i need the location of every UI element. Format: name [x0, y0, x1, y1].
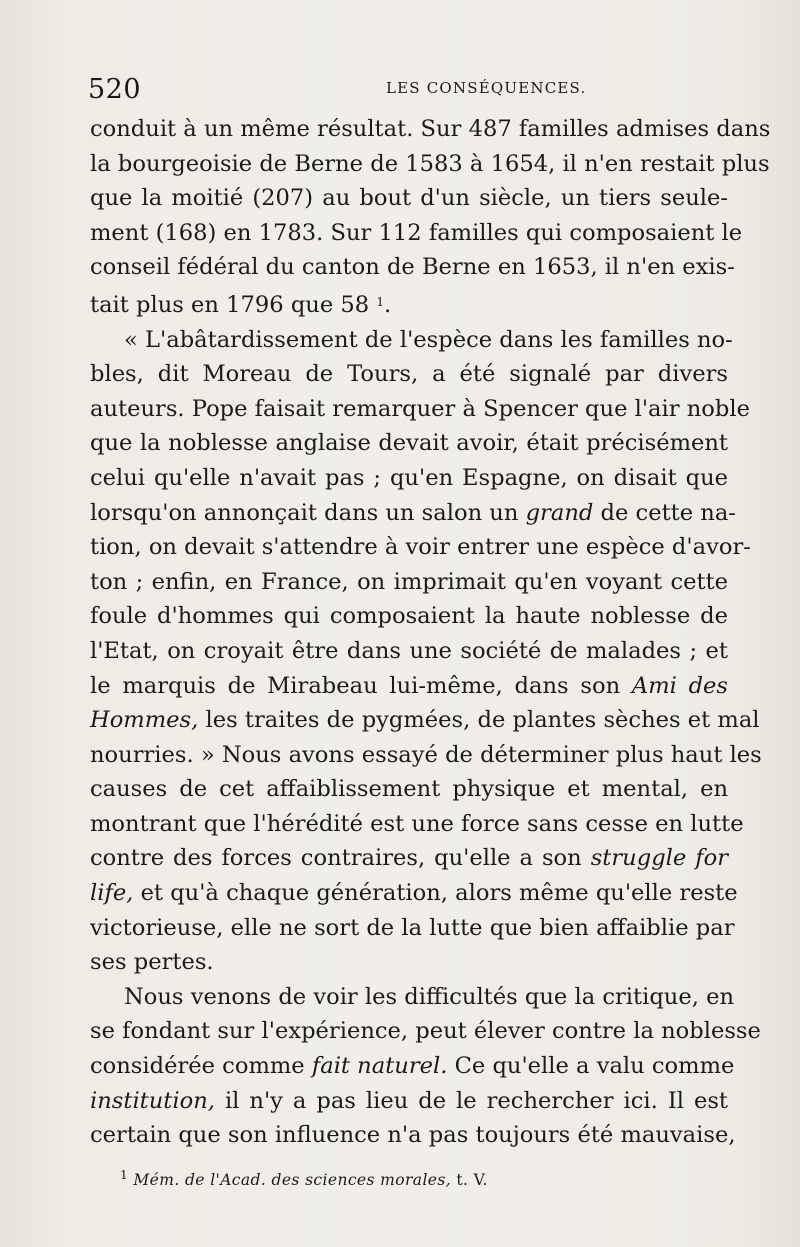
- text-fragment: .: [384, 291, 392, 318]
- text-line: que la noblesse anglaise devait avoir, était précisément: [90, 430, 728, 457]
- paragraph-2: [90, 323, 762, 980]
- text-line: que la moitié (207) au bout d'un siècle, un tiers seule-: [90, 185, 728, 212]
- italic-phrase: life,: [90, 880, 134, 907]
- text-fragment: de cette na-: [600, 499, 736, 526]
- page-number: 520: [88, 74, 142, 105]
- text-line: ment (168) en 1783. Sur 112 familles qui composaient le: [90, 219, 743, 246]
- footnote: [120, 1168, 488, 1189]
- text-fragment: les traites de pygmées, de plantes sèches et mal: [205, 707, 760, 734]
- text-fragment: Ce qu'elle a valu comme: [454, 1053, 735, 1080]
- text-line: conduit à un même résultat. Sur 487 familles admises dans: [90, 116, 771, 142]
- text-line: la bourgeoisie de Berne de 1583 à 1654, il n'en restait plus: [90, 150, 770, 177]
- text-line: [90, 669, 728, 704]
- text-fragment: tait plus en 1796 que 58: [90, 291, 370, 318]
- footnote-marker: 1: [376, 294, 384, 309]
- text-line: [90, 1049, 735, 1084]
- text-line: « L'abâtardissement de l'espèce dans les familles no-: [124, 326, 733, 353]
- text-line: celui qu'elle n'avait pas ; qu'en Espagne, on disait que: [90, 464, 728, 491]
- page-header: [88, 74, 728, 106]
- text-line: tion, on devait s'attendre à voir entrer une espèce d'avor-: [90, 534, 751, 561]
- text-line: l'Etat, on croyait être dans une société de malades ; et: [90, 637, 728, 664]
- text-line: montrant que l'hérédité est une force sans cesse en lutte: [90, 810, 744, 837]
- italic-phrase: struggle for: [590, 845, 728, 872]
- running-title: LES CONSÉQUENCES.: [386, 79, 587, 97]
- text-line: [90, 703, 760, 738]
- text-fragment: et qu'à chaque génération, alors même qu'elle reste: [140, 880, 738, 907]
- text-line: conseil fédéral du canton de Berne en 1653, il n'en exis-: [90, 254, 735, 281]
- text-line: [90, 841, 728, 876]
- text-line: [90, 496, 736, 531]
- footnote-volume: t. V.: [456, 1171, 488, 1189]
- text-line: [90, 285, 728, 323]
- italic-title: Hommes,: [90, 707, 199, 734]
- text-fragment: le marquis de Mirabeau lui-même, dans son: [90, 672, 621, 699]
- text-line: ton ; enfin, en France, on imprimait qu'en voyant cette: [90, 568, 728, 595]
- text-line: auteurs. Pope faisait remarquer à Spencer que l'air noble: [90, 395, 750, 422]
- text-line: causes de cet affaiblissement physique et mental, en: [90, 776, 728, 803]
- text-line: [90, 876, 738, 911]
- text-line: nourries. » Nous avons essayé de déterminer plus haut les: [90, 741, 762, 768]
- text-line: ses pertes.: [90, 949, 214, 976]
- paragraph-3: [90, 980, 761, 1153]
- text-line: foule d'hommes qui composaient la haute noblesse de: [90, 603, 728, 630]
- text-line: [90, 1084, 728, 1119]
- text-fragment: il n'y a pas lieu de le rechercher ici. Il est: [224, 1087, 729, 1114]
- text-line: certain que son influence n'a pas toujours été mauvaise,: [90, 1122, 736, 1149]
- text-line: bles, dit Moreau de Tours, a été signalé par divers: [90, 361, 728, 388]
- text-fragment: contre des forces contraires, qu'elle a son: [90, 845, 582, 872]
- text-fragment: lorsqu'on annonçait dans un salon un: [90, 499, 519, 526]
- italic-title: Ami des: [631, 672, 729, 699]
- text-fragment: considérée comme: [90, 1053, 305, 1080]
- italic-word: grand: [525, 499, 594, 526]
- paragraph-1: [90, 112, 771, 323]
- footnote-marker: 1: [120, 1168, 129, 1182]
- text-line: se fondant sur l'expérience, peut élever contre la noblesse: [90, 1018, 761, 1045]
- footnote-text: Mém. de l'Acad. des sciences morales,: [133, 1171, 452, 1189]
- text-line: victorieuse, elle ne sort de la lutte que bien affaiblie par: [90, 914, 735, 941]
- italic-phrase: fait naturel.: [311, 1053, 448, 1080]
- italic-word: institution,: [90, 1087, 215, 1114]
- body-text: [90, 112, 771, 1153]
- text-line: Nous venons de voir les difficultés que la critique, en: [124, 983, 735, 1010]
